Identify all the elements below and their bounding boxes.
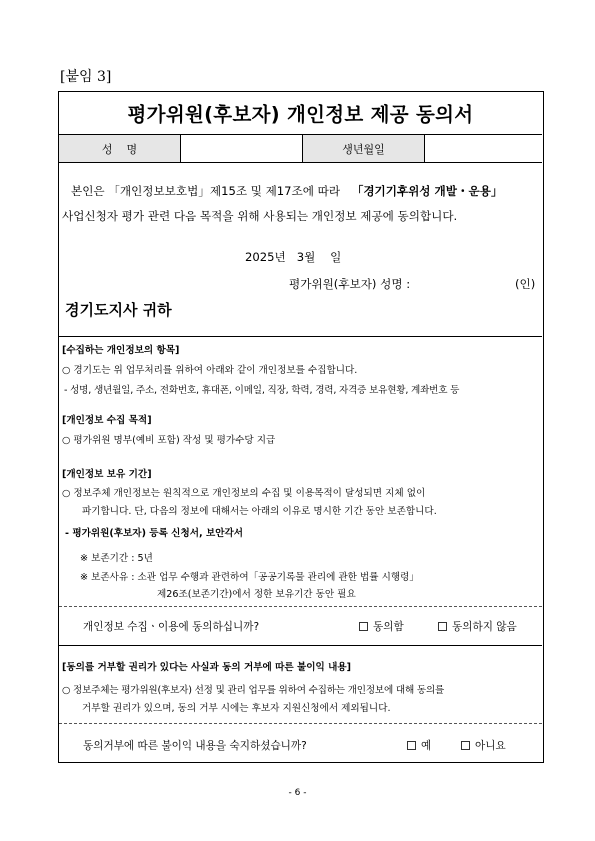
- retention-subheading: - 평가위원(후보자) 등록 신청서, 보안각서: [65, 528, 244, 539]
- dashed-divider-2: [59, 723, 542, 724]
- refusal-question: 동의거부에 따른 불이익 내용을 숙지하셨습니까?: [83, 740, 307, 752]
- disagree-label: 동의하지 않음: [452, 621, 517, 633]
- agree-label: 동의함: [373, 621, 404, 633]
- date-line: 2025년 3월 일: [245, 250, 342, 264]
- yes-label: 예: [421, 740, 432, 752]
- agree-checkbox[interactable]: [359, 622, 368, 631]
- consent-disagree-option[interactable]: [438, 619, 517, 634]
- retention-reason1: ※ 보존사유 : 소관 업무 수행과 관련하여「공공기록물 관리에 관한 법률 시행령」: [80, 572, 419, 583]
- project-name: 「경기기후위성 개발・운용」: [351, 184, 503, 198]
- seal-mark: (인): [515, 277, 536, 291]
- yes-checkbox[interactable]: [407, 741, 416, 750]
- section-divider: [59, 336, 542, 337]
- collect-line1: ○ 경기도는 위 업무처리를 위하여 아래와 같이 개인정보를 수집합니다.: [62, 365, 358, 376]
- name-label: 성 명: [59, 135, 181, 162]
- addressee: 경기도지사 귀하: [65, 301, 172, 319]
- no-checkbox[interactable]: [461, 741, 470, 750]
- no-option[interactable]: [461, 738, 506, 753]
- consent-form: [58, 91, 544, 763]
- birthdate-label: 생년월일: [303, 135, 425, 162]
- statement-text: 본인은 「개인정보보호법」제15조 및 제17조에 따라: [71, 184, 341, 198]
- page-number: - 6 -: [288, 788, 307, 798]
- refusal-heading: [동의를 거부할 권리가 있다는 사실과 동의 거부에 따른 불이익 내용]: [62, 662, 352, 673]
- refusal-line2: 거부할 권리가 있으며, 동의 거부 시에는 후보자 지원신청에서 제외됩니다.: [82, 703, 391, 714]
- dashed-divider: [59, 606, 542, 607]
- info-row: [59, 135, 542, 163]
- purpose-line1: ○ 평가위원 명부(예비 포함) 작성 및 평가수당 지급: [62, 435, 276, 446]
- retention-reason2: 제26조(보존기간)에서 정한 보유기간 동안 필요: [157, 589, 356, 600]
- consent-question: 개인정보 수집ㆍ이용에 동의하십니까?: [83, 621, 260, 633]
- statement-line1: [71, 183, 503, 199]
- retention-heading: [개인정보 보유 기간]: [62, 469, 152, 480]
- birthdate-field[interactable]: [425, 135, 542, 162]
- attachment-label: [붙임 3]: [60, 69, 112, 85]
- retention-line2: 파기합니다. 단, 다음의 정보에 대해서는 아래의 이유로 명시한 기간 동안 보존합니다.: [82, 506, 437, 517]
- refusal-line1: ○ 정보주체는 평가위원(후보자) 선정 및 관리 업무를 위하여 수집하는 개인정보에 대해 동의를: [62, 685, 445, 696]
- collect-heading: [수집하는 개인정보의 항목]: [62, 345, 180, 356]
- name-field[interactable]: [181, 135, 303, 162]
- form-title: 평가위원(후보자) 개인정보 제공 동의서: [59, 92, 542, 135]
- signer-label: 평가위원(후보자) 성명 :: [289, 277, 411, 291]
- disagree-checkbox[interactable]: [438, 622, 447, 631]
- statement-line2: 사업신청자 평가 관련 다음 목적을 위해 사용되는 개인정보 제공에 동의합니다.: [62, 209, 458, 223]
- yes-option[interactable]: [407, 738, 431, 753]
- collect-line2: - 성명, 생년월일, 주소, 전화번호, 휴대폰, 이메일, 직장, 학력, 경력, 자격증 보유현황, 계좌번호 등: [64, 385, 460, 396]
- purpose-heading: [개인정보 수집 목적]: [62, 415, 152, 426]
- retention-period: ※ 보존기간 : 5년: [80, 553, 153, 564]
- section-divider-2: [59, 645, 542, 646]
- no-label: 아니요: [475, 740, 506, 752]
- consent-agree-option[interactable]: [359, 619, 404, 634]
- retention-line1: ○ 정보주체 개인정보는 원칙적으로 개인정보의 수집 및 이용목적이 달성되면 지체 없이: [62, 488, 426, 499]
